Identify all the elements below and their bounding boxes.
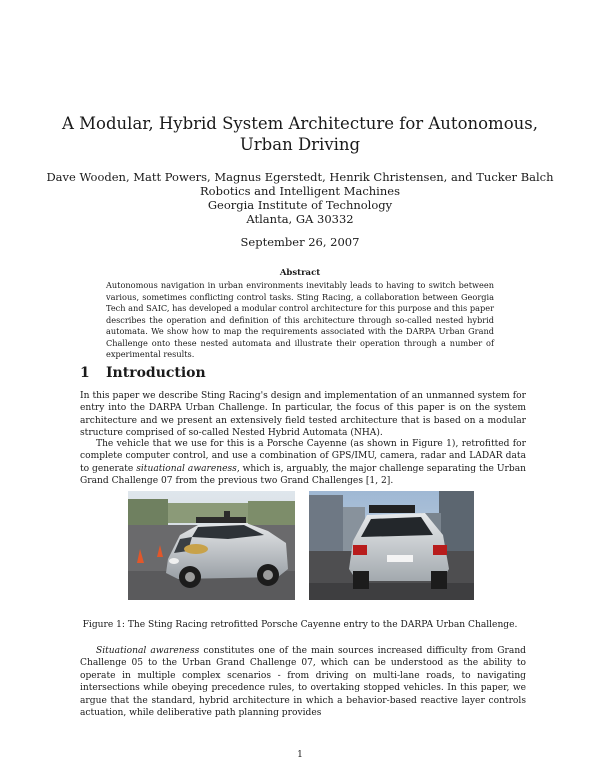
emphasis-text: situational awareness [136,463,237,474]
paper-title: A Modular, Hybrid System Architecture for Autonomous, Urban Driving [62,114,538,154]
intro-paragraph-1: In this paper we describe Sting Racing's design and implementation of an unmanned system for entry into the DARPA Urban Challenge. In particular, the focus of this paper is on the system architecture and we present an extensively field tested architecture that is based on a modular structure comprised of so-called Nested Hybrid Automata (NHA). [80,391,526,439]
intro-paragraph-3 [80,645,526,719]
paragraph-text: , which is, arguably, the major challenge separating the Urban Grand Challenge 07 from the previous two Grand Challenges [1, 2]. [80,463,526,487]
affiliation-institute: Georgia Institute of Technology [207,198,393,212]
paragraph-text: The vehicle that we use for this is a Porsche Cayenne (as shown in Figure 1), retrofitted for complete computer control, and use a combination of GPS/IMU, camera, radar and LADAR data to generate [80,439,526,474]
section-number: 1 [80,365,90,381]
section-title: Introduction [106,365,206,381]
paper-date: September 26, 2007 [240,235,360,249]
paragraph-text: constitutes one of the main sources increased difficulty from Grand Challenge 05 to the Urban Grand Challenge 07, which can be understood as the ability to operate in multiple complex scenarios - from driving on multi-lane roads, to navigating intersections while obeying precedence rules, to overtaking stopped vehicles. In this paper, we argue that the standard, hybrid architecture in which a behavior-based reactive layer controls actuation, while deliberative path planning provides [80,646,526,719]
abstract-text: Autonomous navigation in urban environments inevitably leads to having to switch between various, sometimes conflicting control tasks. Sting Racing, a collaboration between Georgia Tech and SAIC, has developed a modular control architecture for this purpose and this paper describes the operation and definition of this architecture through so-called nested hybrid automata. We show how to map the requirements associated with the DARPA Urban Grand Challenge onto these nested automata and illustrate their operation through a number of experimental results. [106,280,494,359]
author-list: Dave Wooden, Matt Powers, Magnus Egerstedt, Henrik Christensen, and Tucker Balch [46,170,554,184]
abstract-heading: Abstract [279,268,321,278]
intro-paragraph-2 [80,438,526,488]
figure-caption: Figure 1: The Sting Racing retrofitted Porsche Cayenne entry to the DARPA Urban Challenge. [82,620,518,630]
vehicle-photo-rear [309,491,474,600]
affiliation-lab: Robotics and Intelligent Machines [200,184,400,198]
section-heading [80,365,206,381]
author-block [40,170,560,226]
emphasis-text: Situational awareness [96,646,200,656]
affiliation-location: Atlanta, GA 30332 [246,212,354,226]
vehicle-photo-front [128,491,295,600]
page-number: 1 [297,750,303,760]
